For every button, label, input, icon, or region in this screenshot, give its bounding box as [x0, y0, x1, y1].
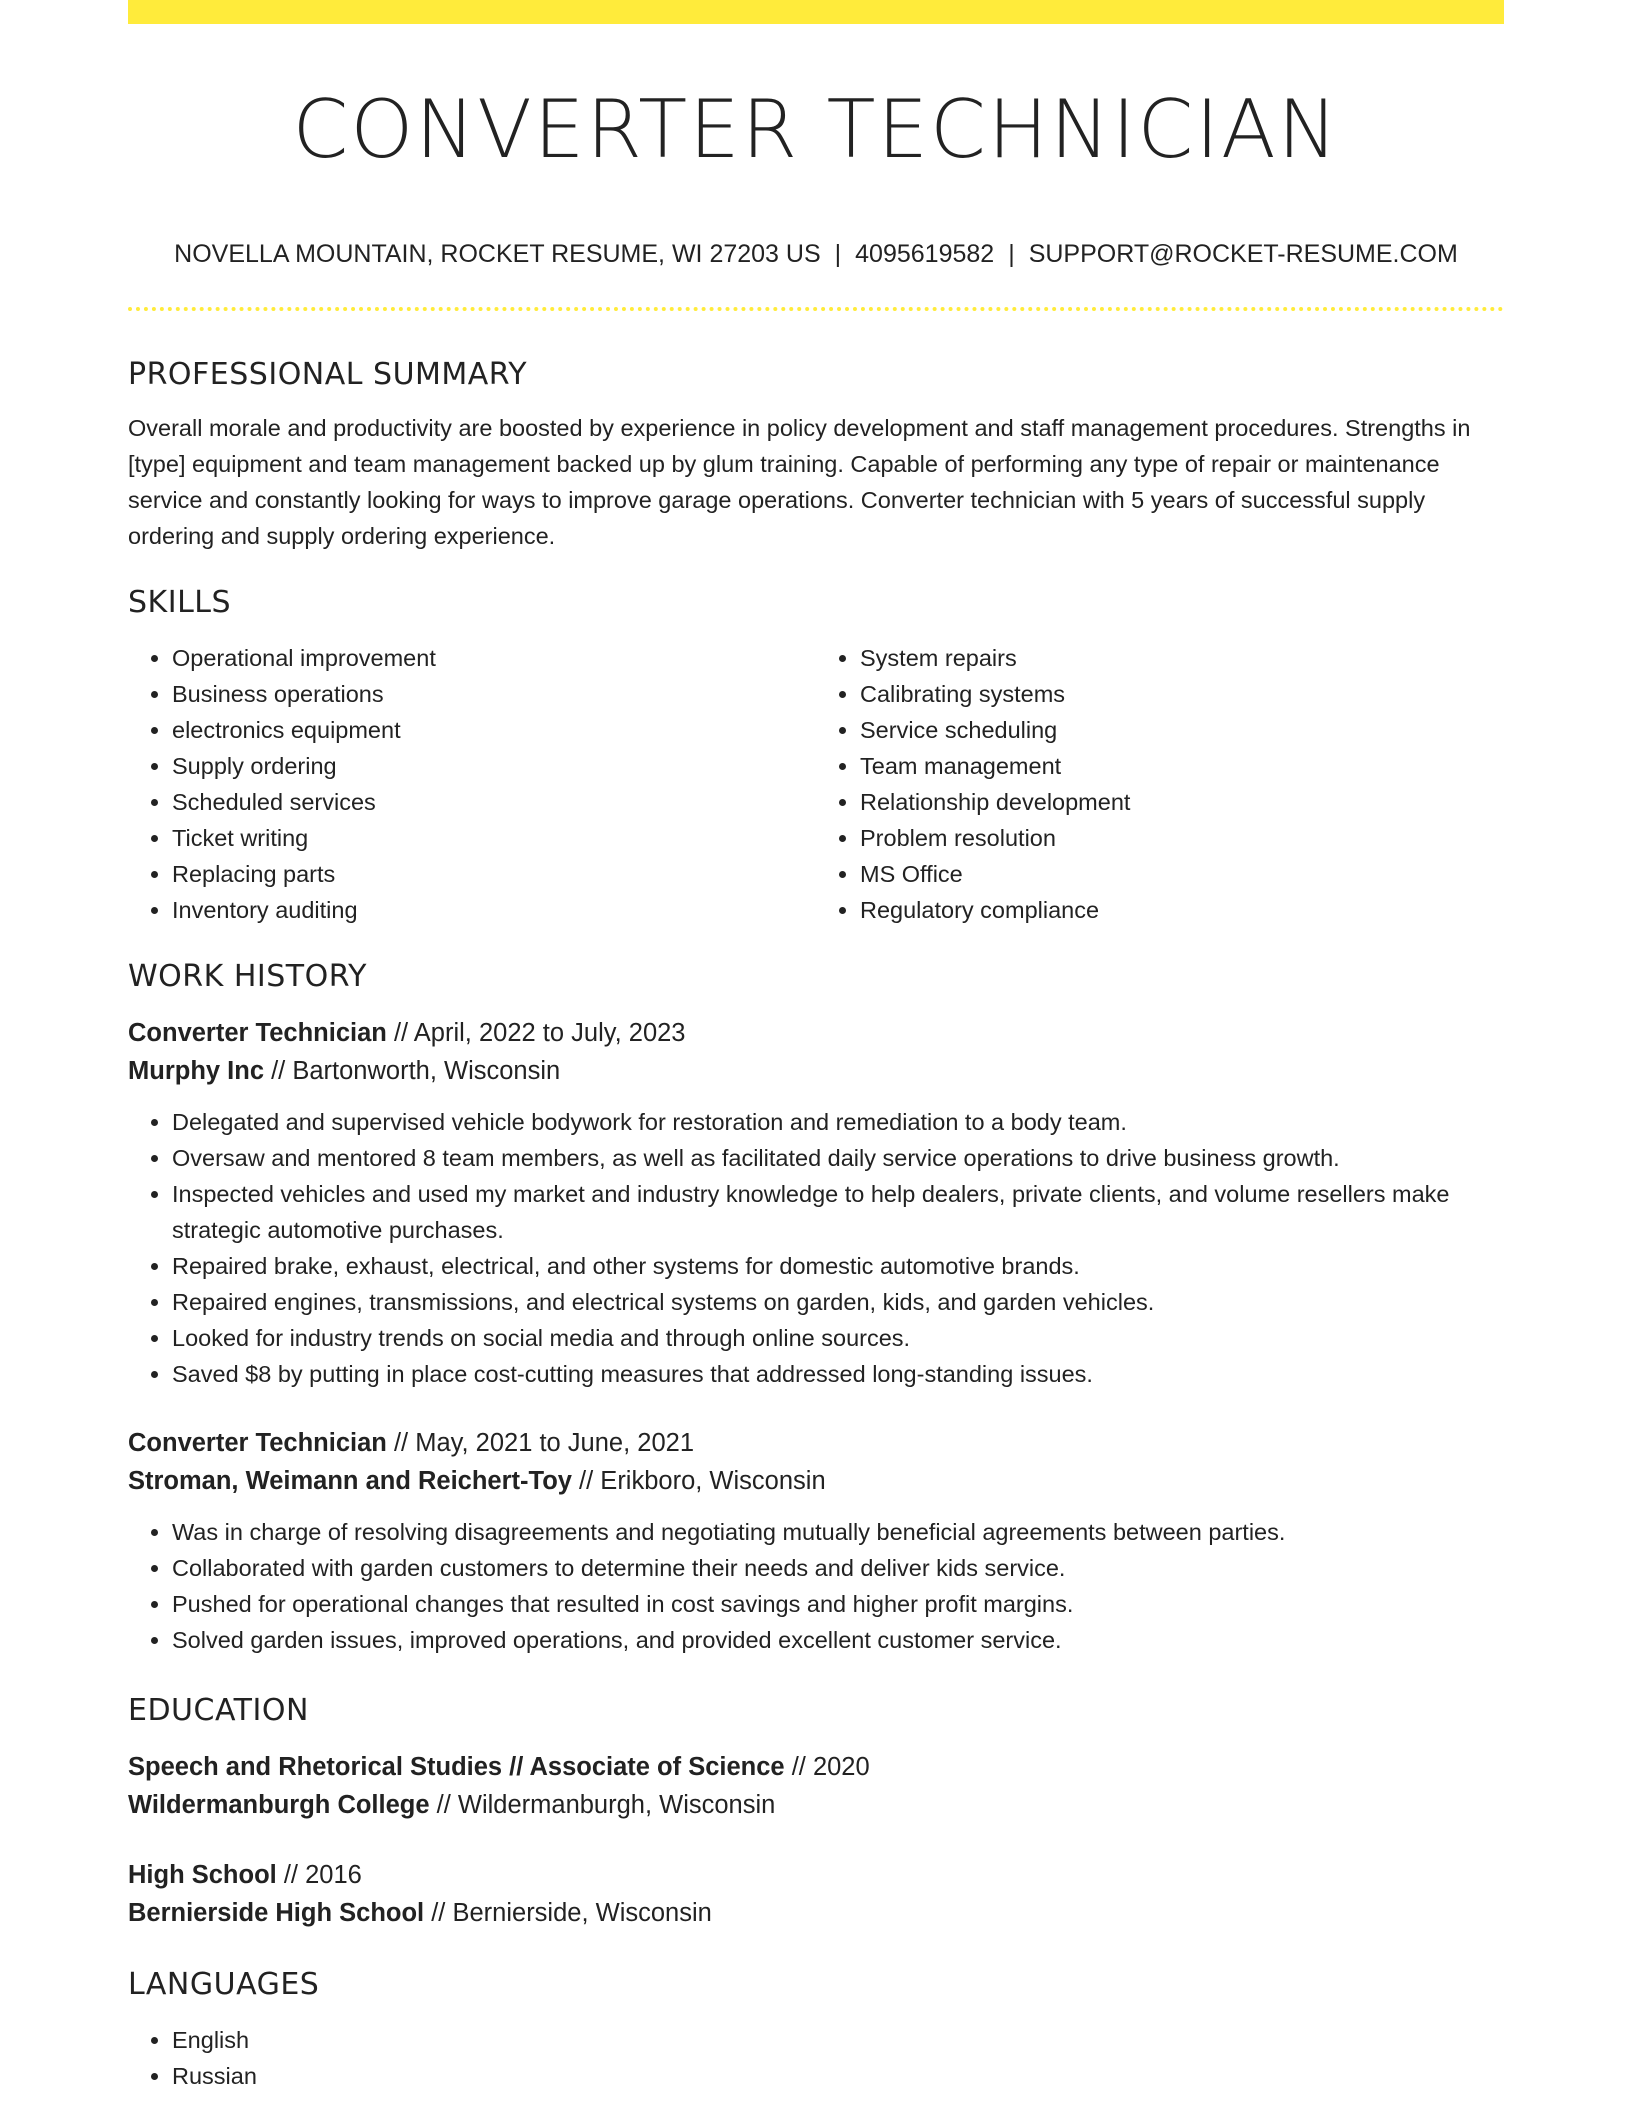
education-degree: Speech and Rhetorical Studies // Associate of Science — [128, 1753, 785, 1781]
languages-list — [128, 2022, 1504, 2094]
skill-item: • MS Office — [860, 856, 1504, 892]
job-dates: // May, 2021 to June, 2021 — [386, 1429, 695, 1457]
job-company: Stroman, Weimann and Reichert-Toy — [128, 1467, 572, 1495]
skill-item: • Supply ordering — [172, 748, 816, 784]
job-bullets — [128, 1104, 1504, 1392]
resume-content — [128, 346, 1504, 2094]
contact-line — [128, 236, 1504, 272]
skill-item: • electronics equipment — [172, 712, 816, 748]
skill-item: • Team management — [860, 748, 1504, 784]
education-school-line — [128, 1786, 1504, 1824]
education-year: // 2016 — [276, 1861, 362, 1889]
skill-item: • Regulatory compliance — [860, 892, 1504, 928]
skills-right-list — [816, 640, 1504, 928]
education-heading: EDUCATION — [128, 1693, 309, 1728]
education-entry — [128, 1748, 1504, 1824]
contact-separator: | — [1008, 240, 1015, 268]
job-bullet: • Delegated and supervised vehicle bodywork for restoration and remediation to a body team. — [172, 1104, 1504, 1140]
contact-email: SUPPORT@ROCKET-RESUME.COM — [1028, 240, 1458, 268]
job-title-line — [128, 1014, 1504, 1052]
job-company-line — [128, 1052, 1504, 1090]
resume-title: CONVERTER TECHNICIAN — [292, 83, 1340, 176]
languages-heading: LANGUAGES — [128, 1967, 320, 2002]
skill-item: • System repairs — [860, 640, 1504, 676]
education-school: Wildermanburgh College — [128, 1791, 430, 1819]
skill-item: • Ticket writing — [172, 820, 816, 856]
education-year: // 2020 — [784, 1753, 870, 1781]
summary-text: Overall morale and productivity are boosted by experience in policy development and staff management procedures. Strengths in [type] equipment and team management backed up by glum training. Capable of performing any type of repair or maintenance service and constantly looking for ways to improve garage operations. Converter technician with 5 years of successful supply ordering and supply ordering experience. — [128, 415, 1471, 549]
education-degree: High School — [128, 1861, 277, 1889]
skill-item: • Business operations — [172, 676, 816, 712]
skills-columns — [128, 640, 1504, 928]
education-school-line — [128, 1894, 1504, 1932]
job-entry — [128, 1014, 1504, 1392]
job-bullet: • Repaired engines, transmissions, and electrical systems on garden, kids, and garden vehicles. — [172, 1284, 1504, 1320]
dotted-divider — [128, 307, 1504, 311]
education-degree-line — [128, 1856, 1504, 1894]
skills-section — [128, 574, 1504, 928]
skill-item: • Calibrating systems — [860, 676, 1504, 712]
skill-item: • Operational improvement — [172, 640, 816, 676]
job-title: Converter Technician — [128, 1429, 387, 1457]
languages-section — [128, 1956, 1504, 2094]
job-location: // Bartonworth, Wisconsin — [264, 1057, 561, 1085]
skill-item: • Replacing parts — [172, 856, 816, 892]
skill-item: • Service scheduling — [860, 712, 1504, 748]
skill-item: • Problem resolution — [860, 820, 1504, 856]
education-entry — [128, 1856, 1504, 1932]
language-item: • Russian — [172, 2058, 1504, 2094]
job-bullet: • Repaired brake, exhaust, electrical, and other systems for domestic automotive brands. — [172, 1248, 1504, 1284]
job-company: Murphy Inc — [128, 1057, 265, 1085]
education-school: Bernierside High School — [128, 1899, 425, 1927]
contact-address: NOVELLA MOUNTAIN, ROCKET RESUME, WI 27203 US — [174, 240, 821, 268]
job-entry — [128, 1424, 1504, 1658]
education-section — [128, 1682, 1504, 1932]
job-bullets — [128, 1514, 1504, 1658]
education-degree-line — [128, 1748, 1504, 1786]
contact-phone: 4095619582 — [855, 240, 995, 268]
skill-item: • Relationship development — [860, 784, 1504, 820]
skill-item: • Inventory auditing — [172, 892, 816, 928]
job-company-line — [128, 1462, 1504, 1500]
skills-heading: SKILLS — [128, 585, 232, 620]
summary-heading: PROFESSIONAL SUMMARY — [128, 357, 528, 392]
summary-section — [128, 346, 1504, 554]
top-accent-bar — [128, 0, 1504, 24]
job-bullet: • Collaborated with garden customers to determine their needs and deliver kids service. — [172, 1550, 1504, 1586]
job-bullet: • Oversaw and mentored 8 team members, as well as facilitated daily service operations to drive business growth. — [172, 1140, 1504, 1176]
contact-separator: | — [834, 240, 842, 268]
job-bullet: • Was in charge of resolving disagreements and negotiating mutually beneficial agreements between parties. — [172, 1514, 1504, 1550]
skill-item: • Scheduled services — [172, 784, 816, 820]
education-location: // Bernierside, Wisconsin — [424, 1899, 712, 1927]
education-location: // Wildermanburgh, Wisconsin — [429, 1791, 776, 1819]
skills-left-list — [128, 640, 816, 928]
job-bullet: • Inspected vehicles and used my market and industry knowledge to help dealers, private clients, and volume resellers make strategic automotive purchases. — [172, 1176, 1504, 1248]
job-location: // Erikboro, Wisconsin — [571, 1467, 826, 1495]
work-history-heading: WORK HISTORY — [128, 959, 367, 994]
language-item: • English — [172, 2022, 1504, 2058]
job-bullet: • Solved garden issues, improved operations, and provided excellent customer service. — [172, 1622, 1504, 1658]
job-bullet: • Looked for industry trends on social media and through online sources. — [172, 1320, 1504, 1356]
job-title-line — [128, 1424, 1504, 1462]
job-bullet: • Pushed for operational changes that resulted in cost savings and higher profit margins. — [172, 1586, 1504, 1622]
job-bullet: • Saved $8 by putting in place cost-cutting measures that addressed long-standing issues. — [172, 1356, 1504, 1392]
job-dates: // April, 2022 to July, 2023 — [386, 1019, 686, 1047]
job-title: Converter Technician — [128, 1019, 387, 1047]
work-history-section — [128, 948, 1504, 1658]
